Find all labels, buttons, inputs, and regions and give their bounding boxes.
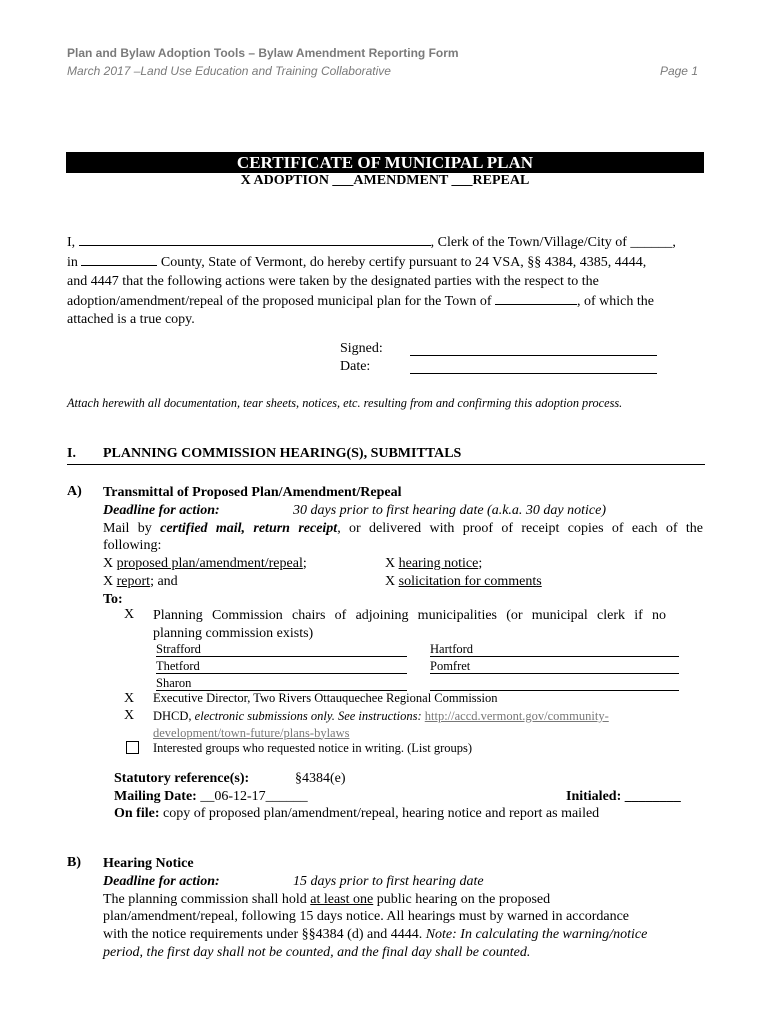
town-left-1-line	[156, 656, 407, 657]
header-page-number: Page 1	[659, 64, 698, 78]
attach-note: Attach herewith all documentation, tear sheets, notices, etc. resulting from and confirming this adoption process.	[67, 396, 623, 410]
statutory-label: Statutory reference(s):	[114, 771, 250, 786]
item-hearing-notice: X hearing notice;	[385, 556, 483, 572]
cert-line-2: in County, State of Vermont, do hereby certify pursuant to 24 VSA, §§ 4384, 4385, 4444,	[67, 252, 703, 272]
to-label: To:	[103, 591, 123, 607]
cert-line-1: I, , Clerk of the Town/Village/City of ______,	[67, 232, 703, 252]
on-file: On file: copy of proposed plan/amendment/repeal, hearing notice and report as mailed	[114, 806, 600, 821]
town-right-2-line	[430, 673, 679, 674]
initialed-label: Initialed: ________	[566, 789, 681, 804]
pc-text: Planning Commission chairs of adjoining municipalities (or municipal clerk if no planning commission exists)	[153, 608, 666, 641]
date-line[interactable]	[410, 373, 657, 374]
town-blank[interactable]	[495, 291, 577, 305]
cert-line-5: attached is a true copy.	[67, 312, 195, 328]
town-left-2: Thetford	[156, 659, 200, 673]
item-report: X report; and	[103, 573, 178, 589]
section-a-mail: Mail by certified mail, return receipt, or delivered with proof of receipt copies of each of the	[103, 520, 703, 536]
exec-mark: X	[124, 691, 135, 706]
date-label: Date:	[340, 359, 371, 374]
cert-line-4: adoption/amendment/repeal of the proposed municipal plan for the Town of , of which the	[67, 291, 703, 311]
town-right-1-line	[430, 656, 679, 657]
header-collaborative: March 2017 –Land Use Education and Training Collaborative	[67, 64, 391, 78]
town-right-2: Pomfret	[430, 659, 471, 673]
town-left-2-line	[156, 673, 407, 674]
dhcd-link-cont[interactable]: development/town-future/plans-bylaws	[153, 725, 350, 740]
item-proposed-plan: X proposed plan/amendment/repeal;	[103, 556, 307, 572]
dhcd-text: DHCD, electronic submissions only. See instructions: http://accd.vermont.gov/community- development/town-future/plans-bylaws	[153, 709, 609, 740]
section-a-deadline: Deadline for action: 30 days prior to first hearing date (a.k.a. 30 day notice)	[103, 502, 607, 518]
town-left-1: Strafford	[156, 642, 201, 656]
section-a-title: Transmittal of Proposed Plan/Amendment/Repeal	[103, 485, 402, 500]
certificate-title: CERTIFICATE OF MUNICIPAL PLAN	[66, 152, 704, 173]
cert-line-3: and 4447 that the following actions were taken by the designated parties with the respect to the	[67, 273, 599, 289]
section-b-deadline: Deadline for action: 15 days prior to first hearing date	[103, 873, 484, 889]
clerk-name-blank[interactable]	[79, 232, 431, 246]
statutory-value: §4384(e)	[295, 771, 346, 786]
section-divider	[67, 464, 705, 465]
certificate-subtitle: X ADOPTION ___AMENDMENT ___REPEAL	[240, 173, 530, 188]
certification-paragraph	[67, 232, 703, 329]
signed-line[interactable]	[410, 355, 657, 356]
section-b-letter: B)	[67, 855, 81, 870]
dhcd-link[interactable]: http://accd.vermont.gov/community-	[424, 709, 609, 723]
section-b-line-2: plan/amendment/repeal, following 15 days notice. All hearings must by warned in accordance	[103, 909, 630, 925]
section-number: I.	[67, 446, 76, 461]
section-a-items-row2	[103, 573, 703, 591]
section-b-line-4: period, the first day shall not be counted, and the final day shall be counted.	[103, 944, 531, 960]
town-right-1: Hartford	[430, 642, 474, 656]
interested-text: Interested groups who requested notice in writing. (List groups)	[153, 741, 473, 755]
section-a-body	[103, 484, 703, 609]
item-solicitation: X solicitation for comments	[385, 573, 542, 589]
county-blank[interactable]	[81, 252, 157, 266]
dhcd-mark: X	[124, 708, 135, 723]
section-a-following: following:	[103, 538, 162, 554]
signed-label: Signed:	[340, 341, 383, 356]
interested-checkbox[interactable]	[126, 741, 139, 759]
exec-text: Executive Director, Two Rivers Ottauquechee Regional Commission	[153, 691, 498, 705]
section-a-items-row1	[103, 555, 703, 573]
mailing-date: Mailing Date: __06-12-17______	[114, 789, 308, 804]
section-b-line-1: The planning commission shall hold at least one public hearing on the proposed	[103, 891, 551, 907]
section-b-title: Hearing Notice	[103, 856, 194, 871]
header-form-title: Plan and Bylaw Adoption Tools – Bylaw Amendment Reporting Form	[67, 46, 459, 60]
section-title: PLANNING COMMISSION HEARING(S), SUBMITTALS	[103, 446, 462, 461]
pc-mark: X	[124, 607, 135, 622]
section-a-letter: A)	[67, 484, 82, 499]
section-b-line-3: with the notice requirements under §§4384 (d) and 4444. Note: In calculating the warning/notice	[103, 927, 648, 943]
town-left-3: Sharon	[156, 676, 192, 690]
section-b-body	[103, 855, 703, 962]
